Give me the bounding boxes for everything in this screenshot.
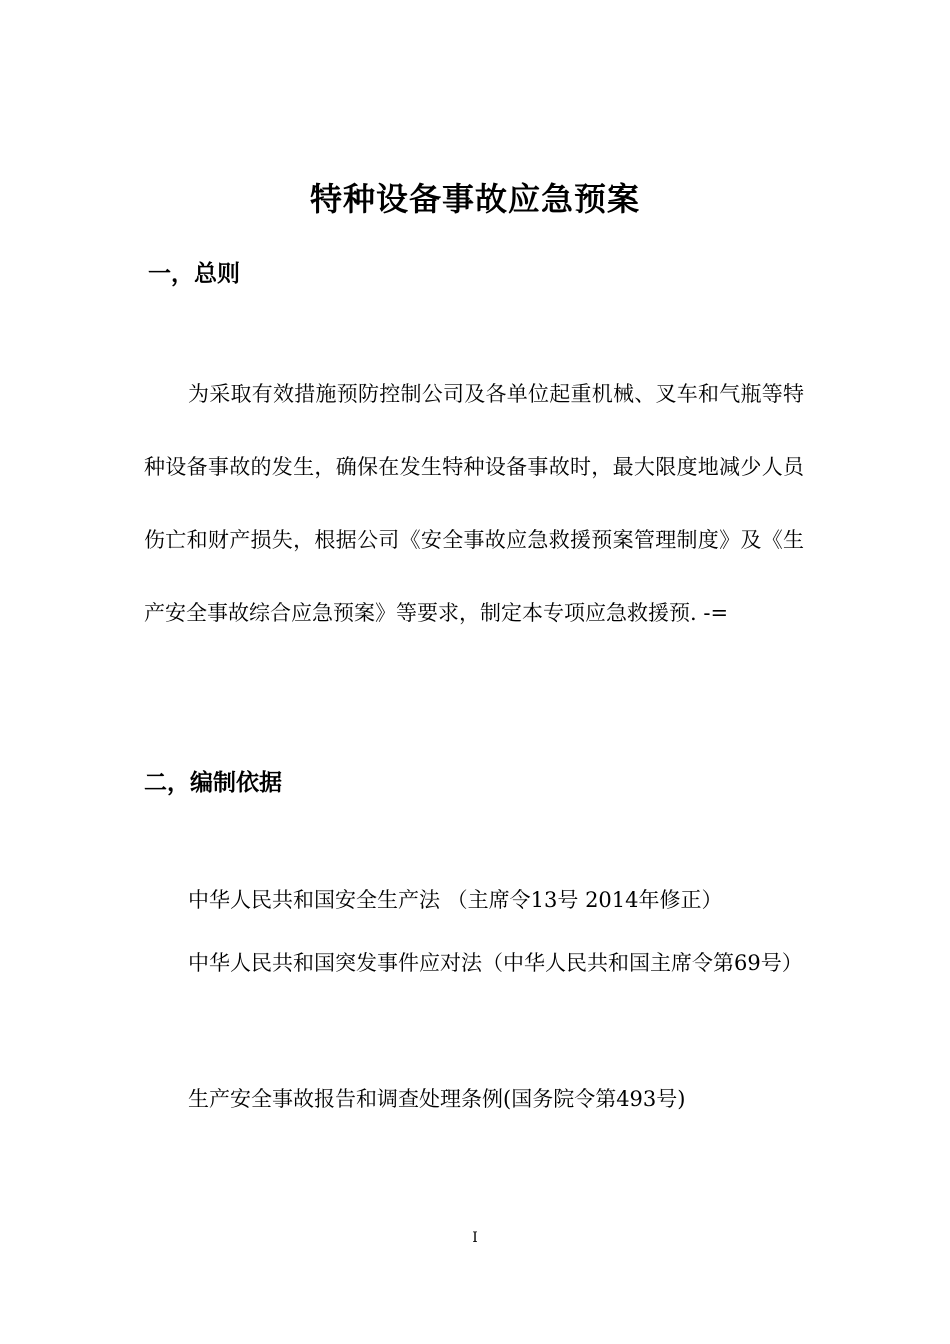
reference-item: 中华人民共和国突发事件应对法（中华人民共和国主席令第69号） [188,951,803,975]
document-title: 特种设备事故应急预案 [309,180,640,219]
page-number: I [472,1230,478,1246]
section-paragraph-general: 为采取有效措施预防控制公司及各单位起重机械、叉车和气瓶等特种设备事故的发生，确保在发生特种设备事故时，最大限度地减少人员伤亡和财产损失，根据公司《安全事故应急救援预案管理制度》及《生产安全事故综合应急预案》等要求，制定本专项应急救援预. -= [144,382,804,625]
reference-item: 中华人民共和国安全生产法 （主席令13号 2014年修正） [188,888,723,912]
reference-item: 生产安全事故报告和调查处理条例(国务院令第493号) [188,1087,686,1111]
section-heading-basis: 二，编制依据 [144,770,282,796]
section-heading-general: 一，总则 [148,261,240,287]
